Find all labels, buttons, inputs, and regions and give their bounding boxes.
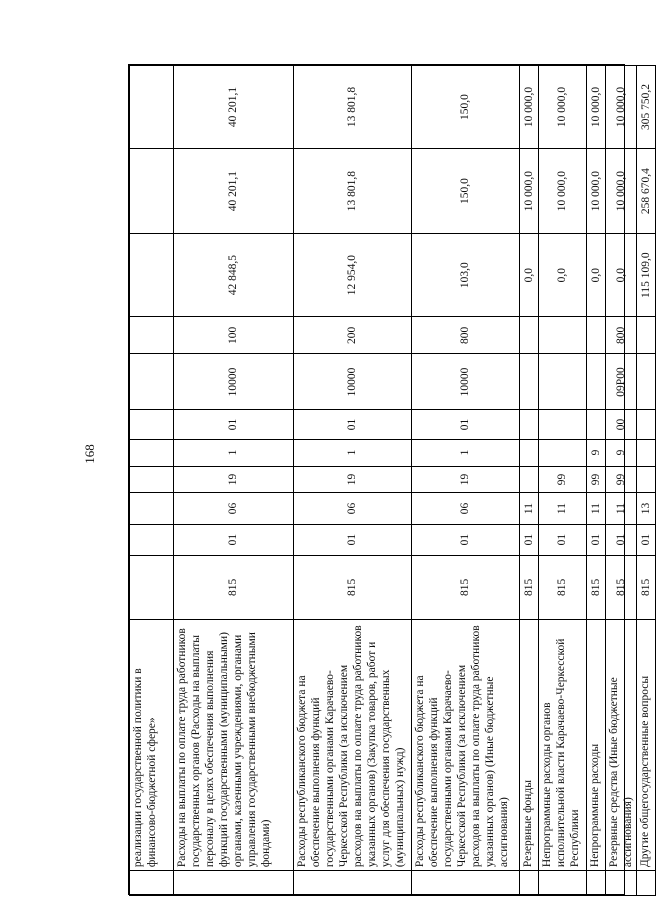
cell-pr: 11	[587, 493, 606, 524]
row-margin-cell	[412, 871, 520, 896]
cell-code: 815	[294, 555, 412, 619]
cell-pr: 06	[294, 493, 412, 524]
cell-name: Расходы на выплаты по оплате труда работников государственных органов (Расходы на выплаты персоналу в целях обеспечения выполнения функций государственными (муниципальными) органами, казенными учреждениями, органами управления государственными внебюджетными фондами)	[174, 620, 294, 871]
cell-vr: 100	[174, 317, 294, 354]
cell-vr	[587, 317, 606, 354]
cell-code: 815	[174, 555, 294, 619]
cell-rz: 01	[174, 524, 294, 555]
cell-v3	[130, 66, 174, 149]
cell-vr	[520, 317, 539, 354]
cell-rz: 01	[520, 524, 539, 555]
row-margin-cell	[294, 871, 412, 896]
cell-pr: 06	[174, 493, 294, 524]
cell-c3: 01	[174, 410, 294, 439]
rotated-table-container	[129, 65, 653, 896]
cell-c1	[520, 466, 539, 493]
cell-c1: 19	[174, 466, 294, 493]
cell-name: реализации государственной политики в финансово-бюджетной сфере»	[130, 620, 174, 871]
cell-c3: 00	[606, 410, 637, 439]
cell-v3: 40 201,1	[174, 66, 294, 149]
cell-c1: 99	[587, 466, 606, 493]
cell-c2: 9	[587, 439, 606, 466]
cell-v2: 258 670,4	[637, 149, 656, 234]
cell-c4	[587, 354, 606, 410]
cell-pr: 06	[412, 493, 520, 524]
row-margin-cell	[539, 871, 587, 896]
row-margin-cell	[520, 871, 539, 896]
cell-vr: 800	[606, 317, 637, 354]
row-margin-cell	[174, 871, 294, 896]
cell-v3: 10 000,0	[520, 66, 539, 149]
cell-c1	[637, 466, 656, 493]
cell-v2: 10 000,0	[587, 149, 606, 234]
cell-c1	[130, 466, 174, 493]
table-row	[412, 66, 520, 896]
cell-c3	[539, 410, 587, 439]
cell-c2	[637, 439, 656, 466]
cell-v2: 13 801,8	[294, 149, 412, 234]
row-margin-cell	[637, 871, 656, 896]
cell-c4: 10000	[174, 354, 294, 410]
cell-name: Расходы республиканского бюджета на обеспечение выполнения функций государственными органами Карачаево-Черкесской Республики (за исключением расходов на выплаты по оплате труда работников указанных органов) (Иные бюджетные ассигнования)	[412, 620, 520, 871]
cell-name: Другие общегосударственные вопросы	[637, 620, 656, 871]
cell-code: 815	[606, 555, 637, 619]
cell-c3	[587, 410, 606, 439]
cell-name: Резервные средства (Иные бюджетные ассигнования)	[606, 620, 637, 871]
cell-v1	[130, 234, 174, 317]
cell-v2: 10 000,0	[606, 149, 637, 234]
cell-rz: 01	[606, 524, 637, 555]
table-row	[520, 66, 539, 896]
cell-v2	[130, 149, 174, 234]
cell-c4: 10000	[294, 354, 412, 410]
cell-c3	[520, 410, 539, 439]
table-row	[130, 66, 174, 896]
cell-pr: 13	[637, 493, 656, 524]
budget-table-frame	[128, 64, 653, 895]
cell-v1: 42 848,5	[174, 234, 294, 317]
cell-pr: 11	[539, 493, 587, 524]
cell-v3: 150,0	[412, 66, 520, 149]
table-row	[174, 66, 294, 896]
cell-name: Резервные фонды	[520, 620, 539, 871]
row-margin-cell	[587, 871, 606, 896]
cell-vr	[539, 317, 587, 354]
cell-v3: 10 000,0	[606, 66, 637, 149]
cell-v2: 10 000,0	[539, 149, 587, 234]
cell-v2: 10 000,0	[520, 149, 539, 234]
cell-c2	[130, 439, 174, 466]
cell-rz: 01	[539, 524, 587, 555]
cell-c3	[637, 410, 656, 439]
row-margin-cell	[606, 871, 637, 896]
cell-name: Непрограммные расходы органов исполнительной власти Карачаево-Черкесской Республики	[539, 620, 587, 871]
cell-c4	[539, 354, 587, 410]
cell-c1: 99	[539, 466, 587, 493]
cell-c4	[637, 354, 656, 410]
cell-rz: 01	[637, 524, 656, 555]
cell-code: 815	[412, 555, 520, 619]
cell-vr	[637, 317, 656, 354]
cell-c2: 9	[606, 439, 637, 466]
budget-table	[129, 65, 656, 896]
cell-rz: 01	[294, 524, 412, 555]
cell-v2: 150,0	[412, 149, 520, 234]
cell-v1: 115 109,0	[637, 234, 656, 317]
cell-c1: 19	[294, 466, 412, 493]
cell-name: Непрограммные расходы	[587, 620, 606, 871]
cell-c2: 1	[294, 439, 412, 466]
page-number: 168	[82, 444, 97, 464]
cell-v3: 10 000,0	[587, 66, 606, 149]
cell-v2: 40 201,1	[174, 149, 294, 234]
cell-v3: 10 000,0	[539, 66, 587, 149]
cell-code	[130, 555, 174, 619]
cell-vr	[130, 317, 174, 354]
row-margin-cell	[130, 871, 174, 896]
cell-code: 815	[539, 555, 587, 619]
cell-v1: 0,0	[587, 234, 606, 317]
cell-v1: 0,0	[606, 234, 637, 317]
table-row	[606, 66, 637, 896]
cell-v1: 0,0	[539, 234, 587, 317]
cell-c4: 10000	[412, 354, 520, 410]
cell-code: 815	[637, 555, 656, 619]
cell-c4: 09Р00	[606, 354, 637, 410]
cell-name: Расходы республиканского бюджета на обеспечение выполнения функций государственными органами Карачаево-Черкесской Республики (за исключением расходов на выплаты по оплате труда работников указанных органов) (Закупка товаров, работ и услуг для обеспечения государственных (муниципальных) нужд)	[294, 620, 412, 871]
table-row	[294, 66, 412, 896]
cell-rz: 01	[412, 524, 520, 555]
table-row	[637, 66, 656, 896]
cell-c3	[130, 410, 174, 439]
cell-c1: 99	[606, 466, 637, 493]
cell-pr	[130, 493, 174, 524]
cell-vr: 800	[412, 317, 520, 354]
cell-v3: 13 801,8	[294, 66, 412, 149]
cell-v1: 103,0	[412, 234, 520, 317]
cell-c2	[520, 439, 539, 466]
cell-v1: 12 954,0	[294, 234, 412, 317]
cell-c2	[539, 439, 587, 466]
cell-v3: 305 750,2	[637, 66, 656, 149]
cell-c4	[130, 354, 174, 410]
cell-code: 815	[520, 555, 539, 619]
cell-c1: 19	[412, 466, 520, 493]
cell-vr: 200	[294, 317, 412, 354]
cell-pr: 11	[606, 493, 637, 524]
cell-pr: 11	[520, 493, 539, 524]
cell-c2: 1	[412, 439, 520, 466]
cell-c3: 01	[294, 410, 412, 439]
table-row	[587, 66, 606, 896]
cell-c3: 01	[412, 410, 520, 439]
cell-v1: 0,0	[520, 234, 539, 317]
table-row	[539, 66, 587, 896]
cell-rz	[130, 524, 174, 555]
cell-code: 815	[587, 555, 606, 619]
cell-c2: 1	[174, 439, 294, 466]
cell-c4	[520, 354, 539, 410]
cell-rz: 01	[587, 524, 606, 555]
